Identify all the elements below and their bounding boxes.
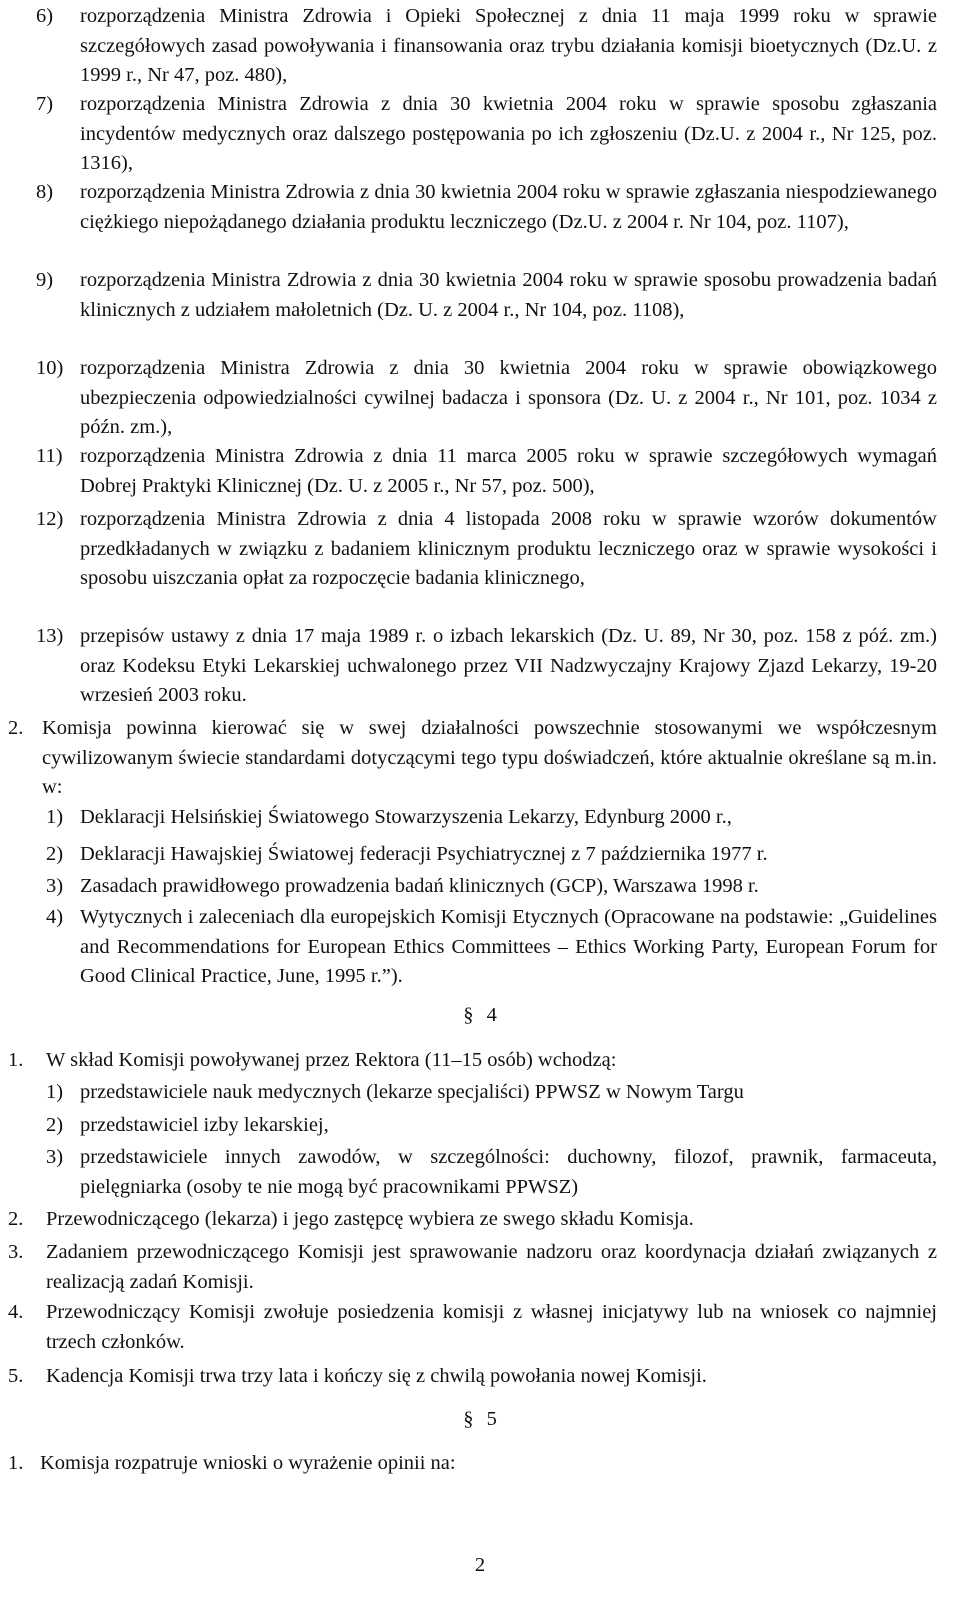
list-item-text: rozporządzenia Ministra Zdrowia z dnia 30 kwietnia 2004 roku w sprawie sposobu prowadzenia badań klinicznych z udziałem małoletnich (Dz. U. z 2004 r., Nr 104, poz. 1108),: [80, 269, 937, 321]
list-item-number: 2): [46, 843, 64, 865]
paragraph-text: Zadaniem przewodniczącego Komisji jest sprawowanie nadzoru oraz koordynacja działań związanych z realizacją zadań Komisji.: [46, 1241, 937, 1293]
list-item-number: 10): [36, 357, 64, 379]
section-number: 4: [486, 1004, 497, 1026]
list-item-number: 1): [46, 806, 64, 828]
list-item-text: rozporządzenia Ministra Zdrowia z dnia 30 kwietnia 2004 roku w sprawie obowiązkowego ubezpieczenia odpowiedzialności cywilnej badacza i sponsora (Dz. U. z 2004 r., Nr 101, poz. 1034 z późn. zm.),: [80, 357, 937, 438]
list-item-number: 3): [46, 875, 64, 897]
list-item-number: 3): [46, 1146, 64, 1168]
paragraph-number: 5.: [8, 1365, 24, 1387]
list-item-number: 1): [46, 1081, 64, 1103]
list-item-number: 8): [36, 181, 54, 203]
list-item-number: 7): [36, 93, 54, 115]
list-item-number: 9): [36, 269, 54, 291]
paragraph-number: 4.: [8, 1301, 24, 1323]
list-item-text: przepisów ustawy z dnia 17 maja 1989 r. o izbach lekarskich (Dz. U. 89, Nr 30, poz. 158 z póź. zm.) oraz Kodeksu Etyki Lekarskiej uchwalonego przez VII Nadzwyczajny Krajowy Zjazd Lekarzy, 19-20 wrzesień 2003 roku.: [80, 625, 937, 706]
paragraph-number: 3.: [8, 1241, 24, 1263]
section-number: 5: [486, 1408, 497, 1430]
paragraph-text: W skład Komisji powoływanej przez Rektora (11–15 osób) wchodzą:: [46, 1049, 617, 1071]
list-item-number: 2): [46, 1114, 64, 1136]
list-item-number: 6): [36, 5, 54, 27]
section-sign: §: [463, 1408, 474, 1430]
section-heading: [0, 1405, 960, 1435]
list-item-number: 13): [36, 625, 64, 647]
list-item-text: rozporządzenia Ministra Zdrowia z dnia 30 kwietnia 2004 roku w sprawie sposobu zgłaszania incydentów medycznych oraz dalszego postępowania po ich zgłoszeniu (Dz.U. z 2004 r., Nr 125, poz. 1316),: [80, 93, 937, 174]
list-item-text: przedstawiciel izby lekarskiej,: [80, 1114, 329, 1136]
paragraph-number: 2.: [8, 717, 24, 739]
paragraph-number: 1.: [8, 1049, 24, 1071]
section-heading: [0, 1001, 960, 1031]
section-sign: §: [463, 1004, 474, 1026]
paragraph-text: Komisja rozpatruje wnioski o wyrażenie opinii na:: [40, 1452, 456, 1474]
list-item-number: 4): [46, 906, 64, 928]
page-number: 2: [474, 1554, 486, 1576]
list-item-text: Deklaracji Hawajskiej Światowej federacji Psychiatrycznej z 7 października 1977 r.: [80, 843, 768, 865]
paragraph-number: 2.: [8, 1208, 24, 1230]
list-item-text: Deklaracji Helsińskiej Światowego Stowarzyszenia Lekarzy, Edynburg 2000 r.,: [80, 806, 732, 828]
list-item-text: przedstawiciele nauk medycznych (lekarze specjaliści) PPWSZ w Nowym Targu: [80, 1081, 744, 1103]
paragraph-text: Przewodniczący Komisji zwołuje posiedzenia komisji z własnej inicjatywy lub na wniosek co najmniej trzech członków.: [46, 1301, 937, 1353]
list-item-number: 12): [36, 508, 64, 530]
list-item-text: rozporządzenia Ministra Zdrowia i Opieki Społecznej z dnia 11 maja 1999 roku w sprawie szczegółowych zasad powoływania i finansowania oraz trybu działania komisji bioetycznych (Dz.U. z 1999 r., Nr 47, poz. 480),: [80, 5, 937, 86]
list-item-text: Zasadach prawidłowego prowadzenia badań klinicznych (GCP), Warszawa 1998 r.: [80, 875, 759, 897]
paragraph-number: 1.: [8, 1452, 24, 1474]
paragraph-text: Kadencja Komisji trwa trzy lata i kończy się z chwilą powołania nowej Komisji.: [46, 1365, 707, 1387]
list-item-text: rozporządzenia Ministra Zdrowia z dnia 30 kwietnia 2004 roku w sprawie zgłaszania niespodziewanego ciężkiego niepożądanego działania produktu leczniczego (Dz.U. z 2004 r. Nr 104, poz. 1107),: [80, 181, 937, 233]
list-item-text: przedstawiciele innych zawodów, w szczególności: duchowny, filozof, prawnik, farmaceuta, pielęgniarka (osoby te nie mogą być pracownikami PPWSZ): [80, 1146, 937, 1198]
list-item-text: rozporządzenia Ministra Zdrowia z dnia 11 marca 2005 roku w sprawie szczegółowych wymagań Dobrej Praktyki Klinicznej (Dz. U. z 2005 r., Nr 57, poz. 500),: [80, 445, 937, 497]
list-item-number: 11): [36, 445, 63, 467]
list-item-text: rozporządzenia Ministra Zdrowia z dnia 4 listopada 2008 roku w sprawie wzorów dokumentów przedkładanych w związku z badaniem klinicznym produktu leczniczego oraz w sprawie wysokości i sposobu uiszczania opłat za rozpoczęcie badania klinicznego,: [80, 508, 937, 589]
list-item-text: Wytycznych i zaleceniach dla europejskich Komisji Etycznych (Opracowane na podstawie: „Guidelines and Recommendations for European Ethics Committees – Ethics Working Party, European Forum for Good Clinical Practice, June, 1995 r.”).: [80, 906, 937, 987]
paragraph-text: Komisja powinna kierować się w swej działalności powszechnie stosowanymi we współczesnym cywilizowanym świecie standardami dotyczącymi tego typu doświadczeń, które aktualnie określane są m.in. w:: [42, 717, 937, 798]
paragraph-text: Przewodniczącego (lekarza) i jego zastępcę wybiera ze swego składu Komisja.: [46, 1208, 694, 1230]
